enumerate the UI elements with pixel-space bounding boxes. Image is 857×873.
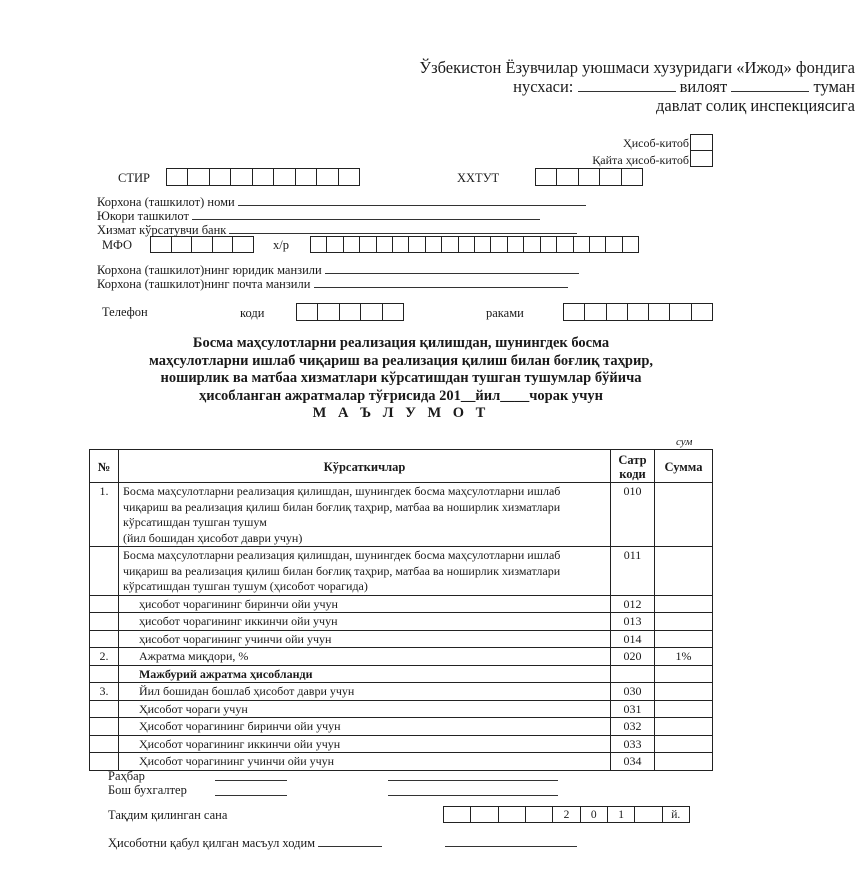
digit-cell[interactable] (361, 304, 382, 320)
report-type-recalc-label: Қайта ҳисоб-китоб (592, 153, 689, 167)
header-sum: Сумма (654, 450, 712, 483)
digit-cell[interactable] (231, 169, 252, 185)
receiver-name-line[interactable] (445, 846, 577, 847)
region-input-line[interactable] (578, 80, 676, 92)
digit-cell[interactable] (340, 304, 361, 320)
region-label: вилоят (679, 77, 728, 96)
digit-cell[interactable] (188, 169, 209, 185)
digit-cell[interactable] (426, 237, 442, 252)
row-text-main: Босма маҳсулотларни реализация қилишдан, шунингдек босма маҳсулотларни ишлаб чиқариш ва реализация қилиш билан боғлиқ таҳрир, матбаа ва ноширлик хизматлари кўрсатишдан тушган тушум (122, 484, 561, 529)
row-no (90, 753, 119, 771)
digit-cell[interactable] (360, 237, 376, 252)
xxtut-input[interactable] (535, 168, 643, 186)
digit-cell[interactable] (444, 807, 471, 822)
row-text: ҳисобот чорагининг учинчи ойи учун (118, 630, 610, 648)
title-line-3: ноширлик ва матбаа хизматлари кўрсатишдан тушган тушумлар бўйича (160, 370, 642, 386)
digit-cell[interactable] (318, 304, 339, 320)
table-header-row (90, 450, 713, 483)
title-line-4: ҳисобланган ажратмалар тўғрисида 201__йил____чорак учун (198, 387, 603, 404)
report-table (89, 449, 713, 771)
report-type-calc-label: Ҳисоб-китоб (623, 136, 689, 150)
title-line-2: маҳсулотларни ишлаб чиқариш ва реализация қилиш билан боғлиқ таҳрир, (148, 352, 654, 369)
row-sum-input[interactable] (654, 595, 712, 613)
table-row (90, 630, 713, 648)
row-code: 013 (611, 613, 655, 631)
digit-cell[interactable] (499, 807, 526, 822)
digit-cell[interactable] (600, 169, 621, 185)
currency-unit: сум (676, 436, 693, 448)
row-text: Ажратма миқдори, % (118, 648, 610, 666)
digit-cell[interactable] (526, 807, 553, 822)
row-sum-value: 1% (654, 648, 712, 666)
digit-cell[interactable] (585, 304, 606, 320)
digit-cell[interactable] (151, 237, 172, 252)
row-sum-input[interactable] (654, 630, 712, 648)
digit-cell[interactable] (564, 304, 585, 320)
row-code: 032 (611, 718, 655, 736)
digit-cell[interactable] (628, 304, 649, 320)
row-no (90, 613, 119, 631)
header-code-line1: Сатр (618, 452, 647, 467)
row-sum-input[interactable] (654, 700, 712, 718)
row-no (90, 547, 119, 596)
row-section-heading: Мажбурий ажратма ҳисобланди (118, 665, 610, 683)
copy-label: нусхаси: (513, 77, 574, 96)
digit-cell[interactable] (692, 304, 712, 320)
digit-cell[interactable] (670, 304, 691, 320)
header-code-line2: коди (619, 466, 646, 481)
table-row (90, 735, 713, 753)
digit-cell[interactable] (491, 237, 507, 252)
table-row (90, 753, 713, 771)
row-no (90, 665, 119, 683)
digit-cell[interactable] (317, 169, 338, 185)
digit-cell[interactable]: й. (671, 808, 681, 821)
table-row (90, 718, 713, 736)
head-signature-line[interactable] (215, 780, 287, 781)
digit-cell[interactable] (167, 169, 188, 185)
row-sum (654, 665, 712, 683)
district-label: туман (813, 77, 855, 96)
row-code: 033 (611, 735, 655, 753)
row-text: Босма маҳсулотларни реализация қилишдан, шунингдек босма маҳсулотларни ишлаб чиқариш ва реализация қилиш билан боғлиқ таҳрир, матбаа ва ноширлик хизматлари кўрсатишдан тушган тушум (ҳисобот чорагида) (118, 547, 610, 596)
table-row (90, 665, 713, 683)
row-code: 030 (611, 683, 655, 701)
table-row (90, 547, 713, 596)
xxtut-label: ХХТУТ (457, 171, 500, 185)
digit-cell[interactable] (213, 237, 234, 252)
table-row (90, 483, 713, 547)
digit-cell[interactable] (297, 304, 318, 320)
digit-cell[interactable] (590, 237, 606, 252)
row-code: 012 (611, 595, 655, 613)
digit-cell[interactable] (339, 169, 359, 185)
row-text: Ҳисобот чораги учун (118, 700, 610, 718)
digit-cell[interactable] (327, 237, 343, 252)
digit-cell[interactable] (192, 237, 213, 252)
report-type-recalc-checkbox[interactable] (690, 150, 713, 167)
head-name-line[interactable] (388, 780, 558, 781)
header-copy-line (513, 77, 855, 96)
digit-cell[interactable] (311, 237, 327, 252)
table-row (90, 613, 713, 631)
row-sum-input[interactable] (654, 483, 712, 547)
report-type-calc-checkbox[interactable] (690, 134, 713, 151)
digit-cell[interactable] (557, 169, 578, 185)
account-number-input[interactable] (310, 236, 639, 253)
row-code (611, 665, 655, 683)
digit-cell[interactable] (606, 237, 622, 252)
stir-label: СТИР (118, 171, 150, 185)
row-code: 020 (611, 648, 655, 666)
submission-date-label: Тақдим қилинган сана (108, 808, 228, 822)
company-name-label: Корхона (ташкилот) номи (97, 195, 235, 209)
row-text: Ҳисобот чорагининг биринчи ойи учун (118, 718, 610, 736)
digit-cell[interactable]: 1 (608, 807, 635, 822)
digit-cell[interactable] (393, 237, 409, 252)
accountant-name-line[interactable] (388, 795, 558, 796)
postal-address-input-line[interactable] (314, 276, 568, 288)
submission-date-input[interactable] (443, 806, 690, 823)
header-no: № (90, 450, 119, 483)
table-row (90, 595, 713, 613)
row-no: 3. (90, 683, 119, 701)
table-row (90, 700, 713, 718)
digit-cell[interactable] (635, 807, 662, 822)
legal-address-input-line[interactable] (325, 262, 579, 274)
row-code: 011 (611, 547, 655, 596)
digit-cell[interactable] (475, 237, 491, 252)
digit-cell[interactable] (524, 237, 540, 252)
phone-number-label: раками (486, 306, 524, 320)
document-title (89, 335, 713, 422)
row-text: ҳисобот чорагининг биринчи ойи учун (118, 595, 610, 613)
row-code: 034 (611, 753, 655, 771)
digit-cell[interactable] (557, 237, 573, 252)
postal-address-row (97, 276, 568, 292)
table-row (90, 648, 713, 666)
digit-cell[interactable] (442, 237, 458, 252)
table-row (90, 683, 713, 701)
header-code (611, 450, 655, 483)
digit-cell[interactable] (607, 304, 628, 320)
legal-address-label: Корхона (ташкилот)нинг юридик манзили (97, 263, 322, 277)
digit-cell[interactable] (649, 304, 670, 320)
row-text-sub: (йил бошидан ҳисобот даври учун) (122, 530, 303, 545)
company-name-input-line[interactable] (238, 194, 586, 206)
parent-org-input-line[interactable] (192, 208, 540, 220)
phone-code-label: коди (240, 306, 265, 320)
digit-cell[interactable] (574, 237, 590, 252)
account-label: х/р (273, 238, 289, 252)
digit-cell[interactable] (622, 169, 642, 185)
phone-number-input[interactable] (563, 303, 713, 321)
row-sum-input[interactable] (654, 547, 712, 596)
digit-cell[interactable] (508, 237, 524, 252)
mfo-label: МФО (102, 238, 133, 252)
row-no (90, 595, 119, 613)
digit-cell[interactable] (579, 169, 600, 185)
digit-cell[interactable] (210, 169, 231, 185)
digit-cell[interactable] (377, 237, 393, 252)
digit-cell[interactable] (296, 169, 317, 185)
digit-cell[interactable] (623, 237, 638, 252)
district-input-line[interactable] (731, 80, 809, 92)
row-sum-input[interactable] (654, 735, 712, 753)
row-text (118, 483, 610, 547)
digit-cell[interactable] (253, 169, 274, 185)
header-tax-inspection-line: давлат солиқ инспекциясига (656, 96, 855, 115)
phone-code-input[interactable] (296, 303, 404, 321)
row-no: 2. (90, 648, 119, 666)
row-sum-input[interactable] (654, 683, 712, 701)
title-main: М А Ъ Л У М О Т (312, 405, 490, 421)
mfo-input[interactable] (150, 236, 254, 253)
row-no (90, 700, 119, 718)
header-recipient-line: Ўзбекистон Ёзувчилар уюшмаси хузуридаги «Ижод» фондига (419, 58, 855, 77)
row-sum-input[interactable] (654, 753, 712, 771)
phone-label: Телефон (102, 305, 148, 319)
row-text: ҳисобот чорагининг иккинчи ойи учун (118, 613, 610, 631)
row-sum-input[interactable] (654, 718, 712, 736)
header-indicators: Кўрсаткичлар (118, 450, 610, 483)
row-code: 014 (611, 630, 655, 648)
receiver-label: Ҳисоботни қабул қилган масъул ходим (108, 836, 316, 850)
row-text: Ҳисобот чорагининг учинчи ойи учун (118, 753, 610, 771)
row-code: 031 (611, 700, 655, 718)
digit-cell[interactable] (409, 237, 425, 252)
digit-cell[interactable] (274, 169, 295, 185)
accountant-label: Бош бухгалтер (108, 783, 187, 797)
head-label: Раҳбар (108, 769, 145, 783)
bank-input-line[interactable] (229, 222, 577, 234)
row-no (90, 718, 119, 736)
digit-cell[interactable]: 0 (581, 807, 608, 822)
bank-label: Хизмат кўрсатувчи банк (97, 223, 227, 237)
digit-cell[interactable] (536, 169, 557, 185)
digit-cell[interactable] (383, 304, 403, 320)
row-no (90, 735, 119, 753)
row-text: Ҳисобот чорагининг иккинчи ойи учун (118, 735, 610, 753)
row-no: 1. (90, 483, 119, 547)
row-no (90, 630, 119, 648)
receiver-row (108, 835, 382, 851)
postal-address-label: Корхона (ташкилот)нинг почта манзили (97, 277, 311, 291)
digit-cell[interactable] (233, 237, 253, 252)
digit-cell[interactable] (172, 237, 193, 252)
digit-cell[interactable]: 2 (553, 807, 580, 822)
row-text: Йил бошидан бошлаб ҳисобот даври учун (118, 683, 610, 701)
accountant-signature-line[interactable] (215, 795, 287, 796)
parent-org-label: Юкори ташкилот (97, 209, 189, 223)
digit-cell[interactable] (344, 237, 360, 252)
row-code: 010 (611, 483, 655, 547)
stir-input[interactable] (166, 168, 360, 186)
receiver-signature-line[interactable] (318, 835, 382, 847)
digit-cell[interactable] (471, 807, 498, 822)
digit-cell[interactable] (459, 237, 475, 252)
title-line-1: Босма маҳсулотларни реализация қилишдан, шунингдек босма (192, 335, 610, 351)
digit-cell[interactable] (541, 237, 557, 252)
row-sum-input[interactable] (654, 613, 712, 631)
